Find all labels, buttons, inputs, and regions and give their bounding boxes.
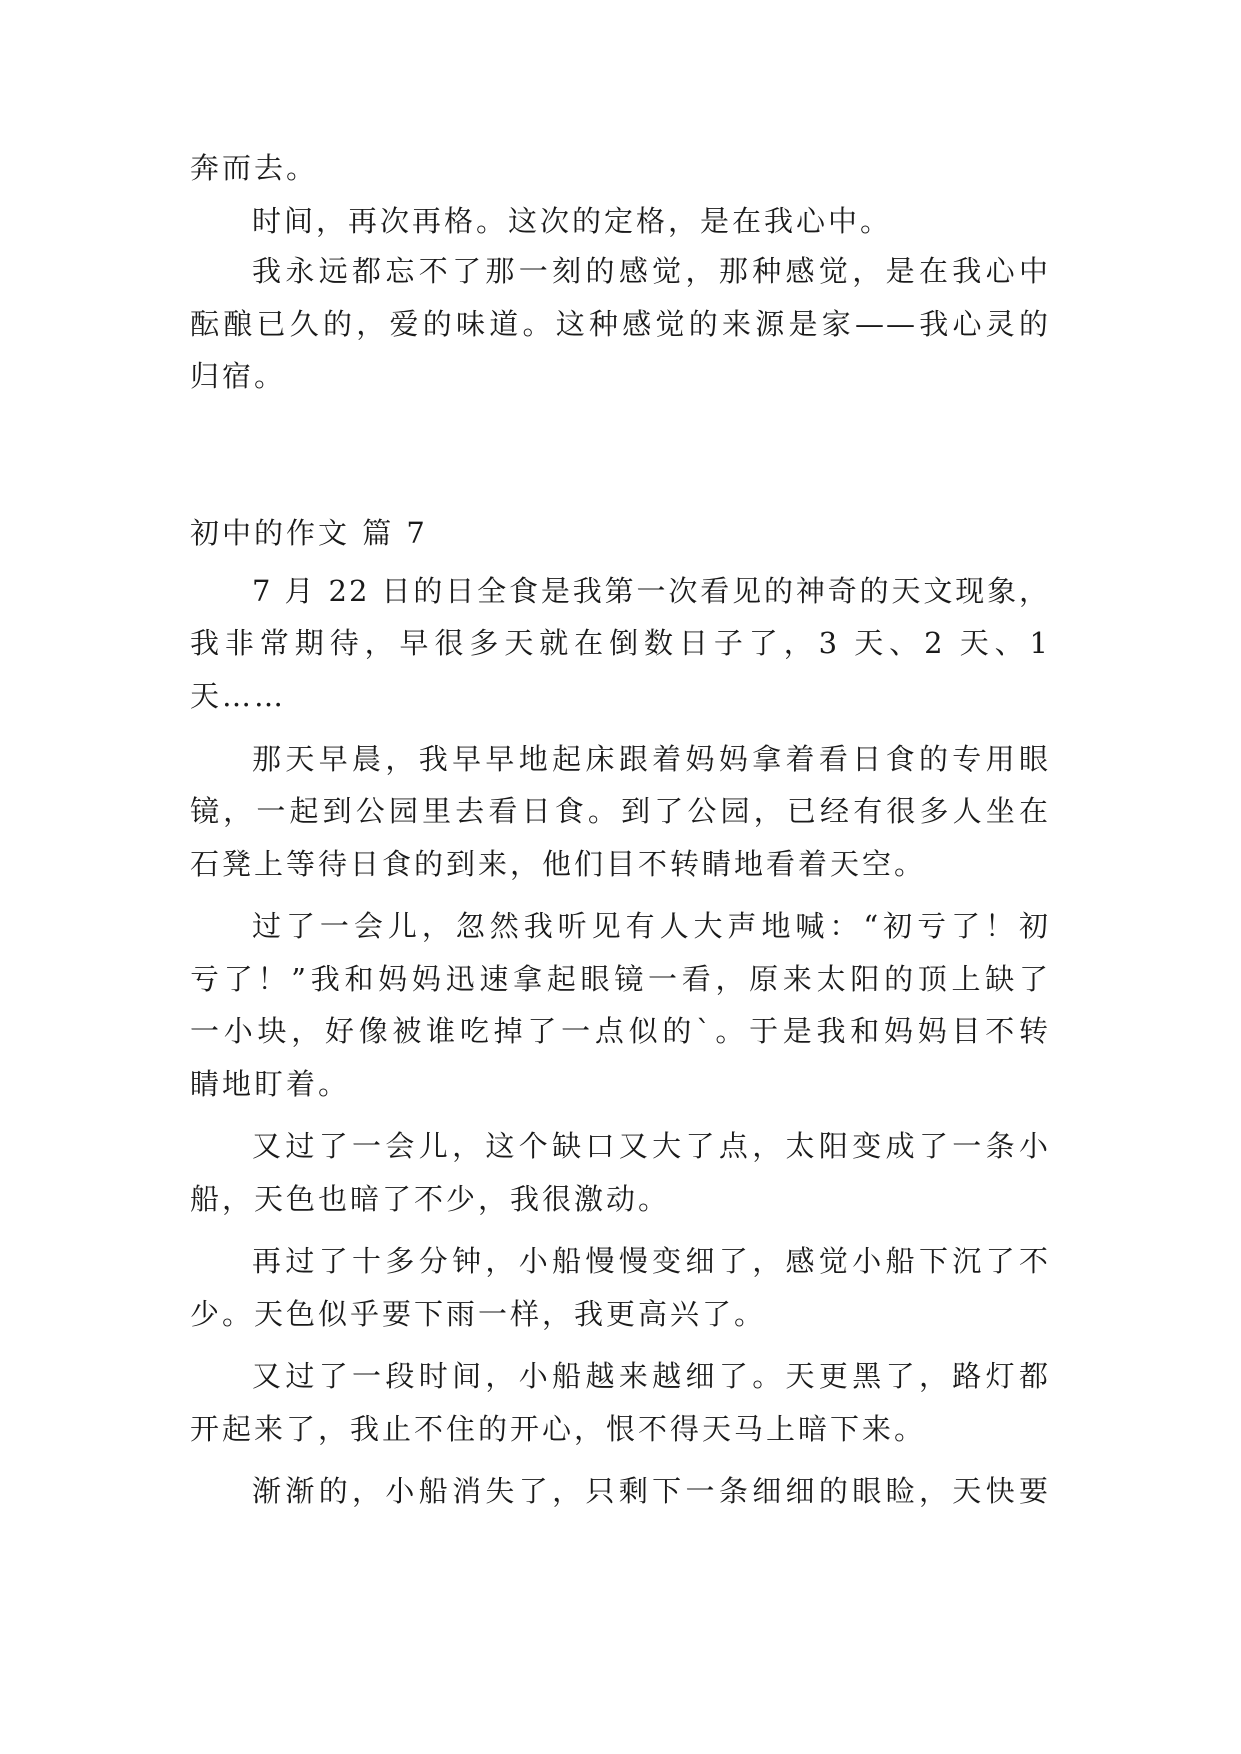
paragraph-start-line: 那天早晨，我早早地起床跟着妈妈拿着看日食的专用眼 bbox=[252, 742, 1050, 776]
paragraph-start-line: 又过了一会儿，这个缺口又大了点，太阳变成了一条小 bbox=[252, 1129, 1050, 1163]
text-line: 亏了！”我和妈妈迅速拿起眼镜一看，原来太阳的顶上缺了 bbox=[190, 962, 1050, 996]
paragraph-start-line: 渐渐的，小船消失了，只剩下一条细细的眼睑，天快要 bbox=[252, 1474, 1050, 1508]
section-heading: 初中的作文 篇 7 bbox=[190, 516, 428, 550]
text-line: 天…… bbox=[190, 679, 287, 713]
text-line: 少。天色似乎要下雨一样，我更高兴了。 bbox=[190, 1297, 767, 1331]
paragraph-start-line: 再过了十多分钟，小船慢慢变细了，感觉小船下沉了不 bbox=[252, 1244, 1050, 1278]
paragraph-start-line: 过了一会儿，忽然我听见有人大声地喊：“初亏了！初 bbox=[252, 909, 1050, 943]
text-line: 一小块，好像被谁吃掉了一点似的`。于是我和妈妈目不转 bbox=[190, 1014, 1050, 1048]
text-line: 开起来了，我止不住的开心，恨不得天马上暗下来。 bbox=[190, 1412, 927, 1446]
text-line: 镜，一起到公园里去看日食。到了公园，已经有很多人坐在 bbox=[190, 794, 1050, 828]
text-line: 睛地盯着。 bbox=[190, 1067, 351, 1101]
paragraph-start-line: 又过了一段时间，小船越来越细了。天更黑了，路灯都 bbox=[252, 1359, 1050, 1393]
paragraph-start-line: 时间，再次再格。这次的定格，是在我心中。 bbox=[252, 204, 893, 238]
paragraph-start-line: 7 月 22 日的日全食是我第一次看见的神奇的天文现象， bbox=[252, 574, 1050, 608]
text-line: 酝酿已久的，爱的味道。这种感觉的来源是家——我心灵的 bbox=[190, 307, 1050, 341]
text-line: 我非常期待，早很多天就在倒数日子了，3 天、2 天、1 bbox=[190, 626, 1050, 660]
text-line: 归宿。 bbox=[190, 359, 287, 393]
text-line: 奔而去。 bbox=[190, 151, 319, 185]
text-line: 船，天色也暗了不少，我很激动。 bbox=[190, 1182, 671, 1216]
paragraph-start-line: 我永远都忘不了那一刻的感觉，那种感觉，是在我心中 bbox=[252, 254, 1050, 288]
text-line: 石凳上等待日食的到来，他们目不转睛地看着天空。 bbox=[190, 847, 927, 881]
